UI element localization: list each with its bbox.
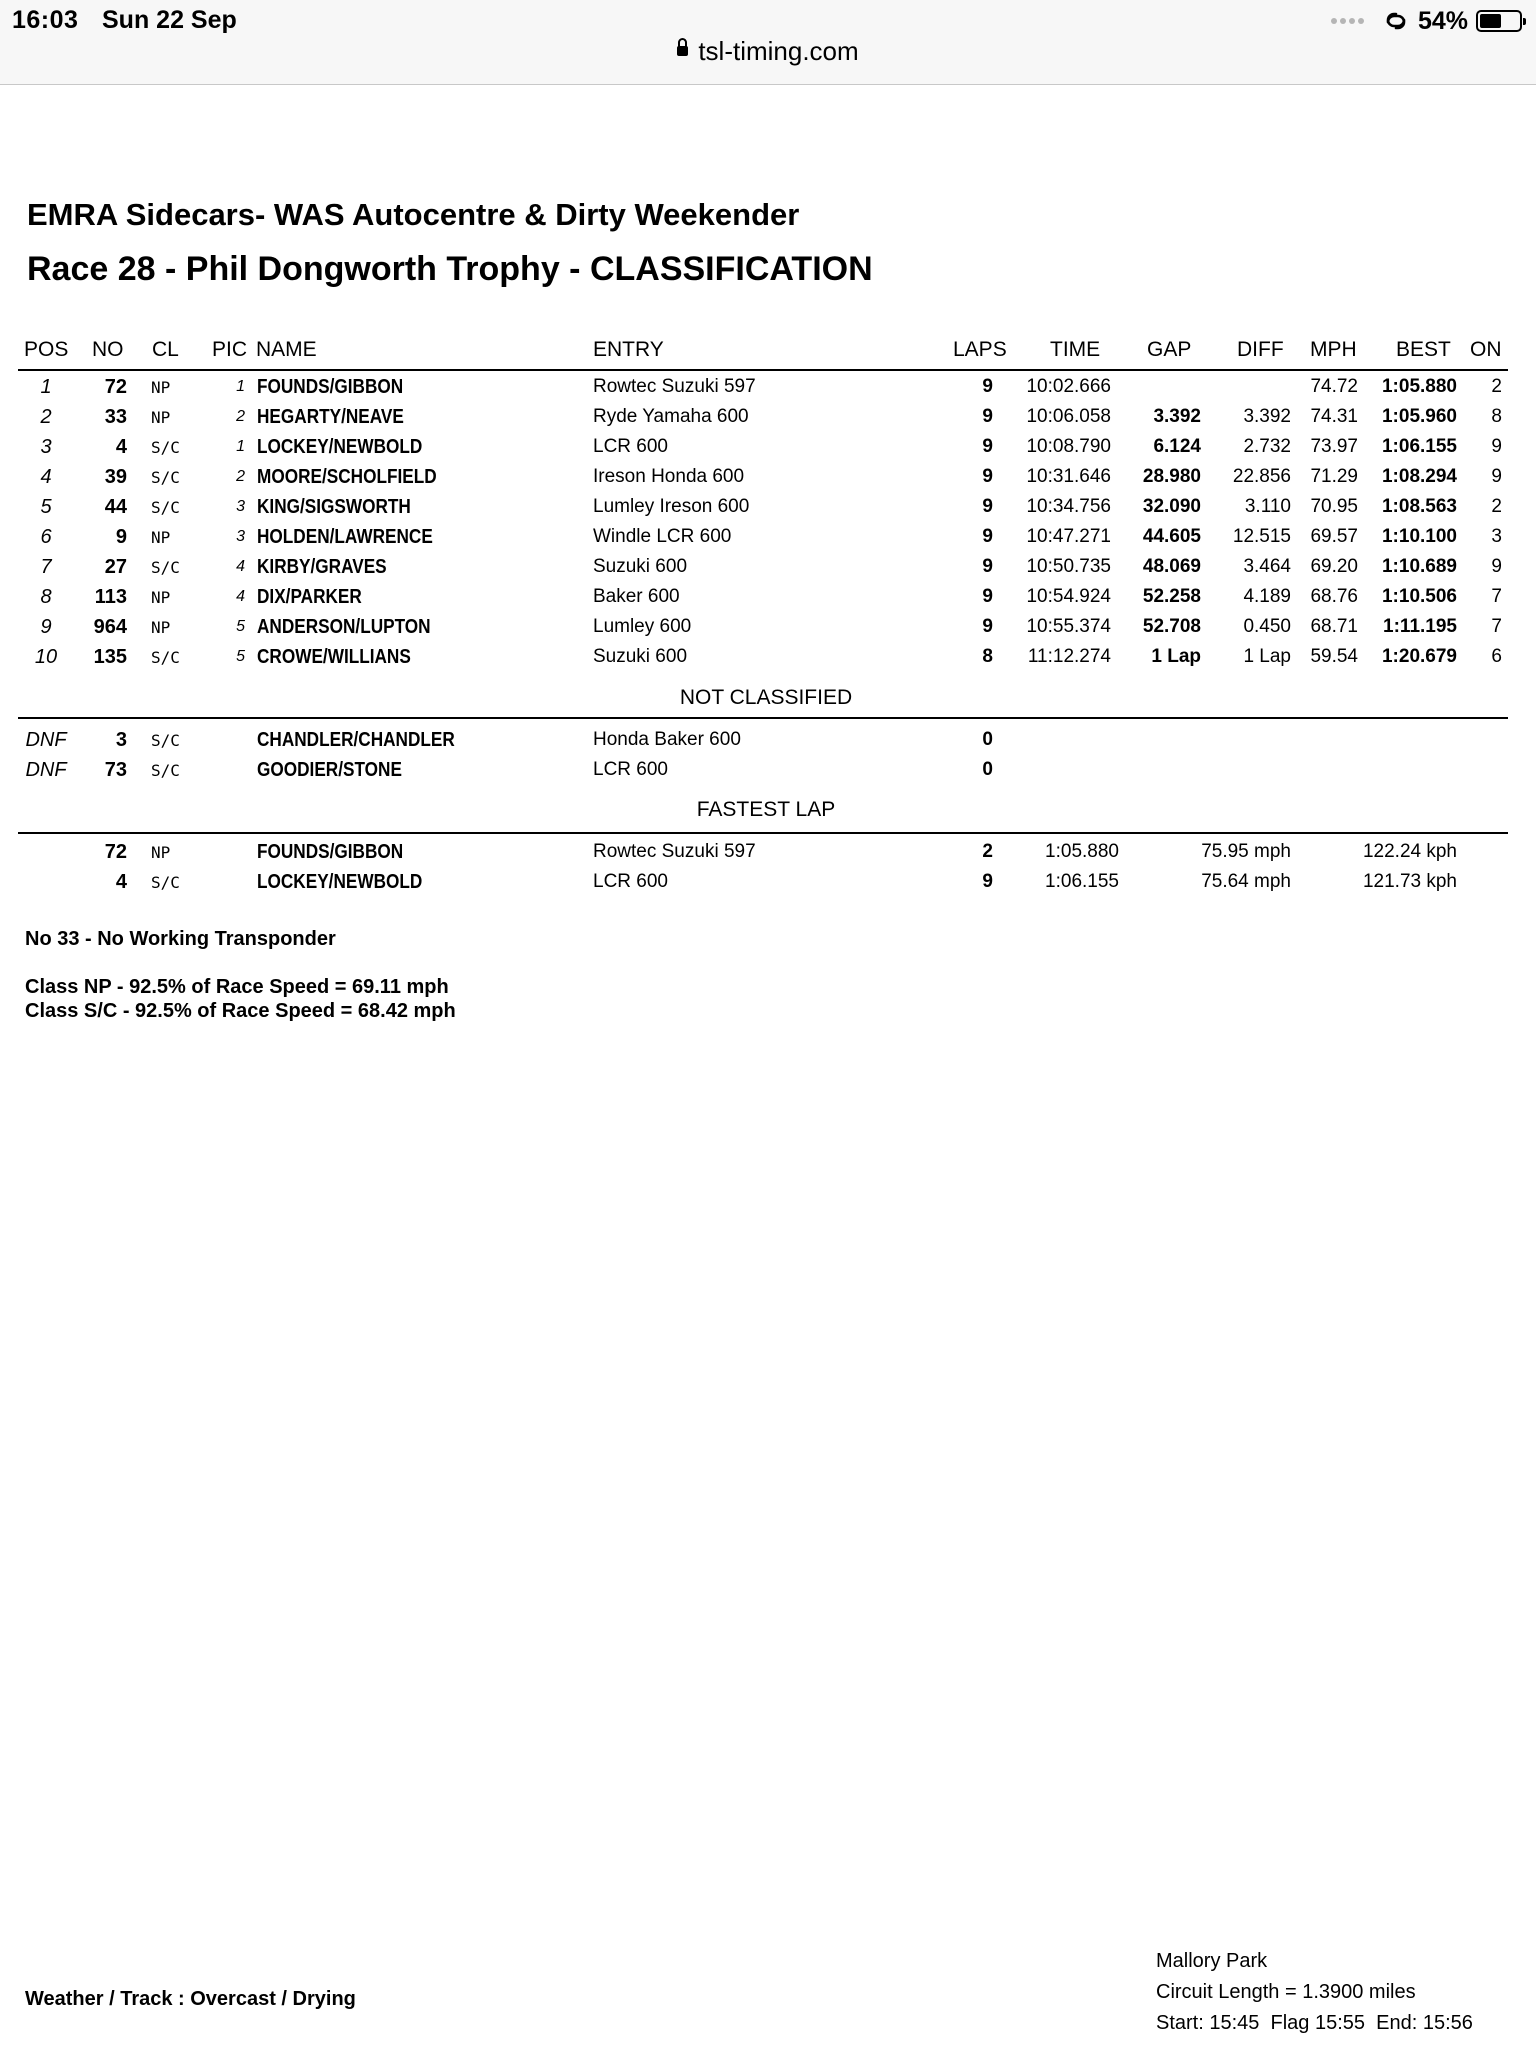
cell-diff: 12.515	[1232, 526, 1291, 547]
cell-laps: 9	[982, 616, 993, 637]
cell-entry: Lumley 600	[593, 616, 692, 637]
cell-gap: 1 Lap	[1151, 646, 1201, 667]
cell-pos: 2	[40, 406, 52, 428]
cell-laps: 9	[982, 466, 993, 487]
cell-name: DIX/PARKER	[257, 586, 362, 608]
cell-name: CHANDLER/CHANDLER	[257, 729, 455, 751]
cell-gap: 52.708	[1142, 616, 1201, 637]
col-header-no: NO	[92, 338, 124, 361]
cell-entry: Suzuki 600	[593, 646, 688, 667]
cell-no: 135	[93, 646, 127, 668]
cell-no: 39	[104, 466, 127, 488]
cell-kph: 122.24 kph	[1362, 841, 1457, 862]
cell-diff: 3.110	[1244, 496, 1291, 517]
address-bar[interactable]	[0, 36, 1536, 67]
col-header-pos: POS	[24, 338, 69, 361]
cell-time: 10:47.271	[1026, 526, 1111, 547]
cellular-signal-icon	[1331, 18, 1364, 24]
cell-name: LOCKEY/NEWBOLD	[257, 871, 423, 893]
cell-entry: Ryde Yamaha 600	[593, 406, 749, 427]
status-date: Sun 22 Sep	[102, 6, 237, 34]
col-header-laps: LAPS	[953, 338, 1007, 361]
cell-laps: 9	[982, 496, 993, 517]
fastest-lap-divider	[18, 832, 1508, 834]
cell-gap: 48.069	[1142, 556, 1201, 577]
cell-gap: 32.090	[1142, 496, 1201, 517]
cell-no: 27	[104, 556, 127, 578]
cell-on: 9	[1491, 556, 1502, 577]
cell-cl: S/C	[151, 498, 180, 517]
cell-name: ANDERSON/LUPTON	[257, 616, 431, 638]
cell-laps: 0	[982, 759, 993, 780]
cell-mph: 70.95	[1310, 496, 1358, 517]
cell-cl: S/C	[151, 468, 180, 487]
cell-name: KIRBY/GRAVES	[257, 556, 387, 578]
cell-entry: LCR 600	[593, 871, 668, 892]
battery-level	[1480, 14, 1501, 28]
cell-mph: 74.31	[1310, 406, 1358, 427]
cell-pic: 1	[236, 438, 245, 455]
transponder-note: No 33 - No Working Transponder	[25, 928, 336, 950]
lock-icon	[677, 46, 688, 56]
col-header-entry: ENTRY	[593, 338, 664, 361]
cell-entry: Rowtec Suzuki 597	[593, 841, 756, 862]
cell-laps: 9	[982, 556, 993, 577]
cell-name: LOCKEY/NEWBOLD	[257, 436, 423, 458]
cell-name: FOUNDS/GIBBON	[257, 841, 404, 863]
cell-time: 1:05.880	[1045, 841, 1119, 862]
cell-lap: 9	[982, 871, 993, 892]
cell-pos: 3	[40, 436, 52, 458]
cell-pos: 7	[40, 556, 52, 578]
cell-cl: NP	[151, 378, 171, 397]
cell-best: 1:05.960	[1381, 406, 1457, 427]
cell-diff: 22.856	[1232, 466, 1291, 487]
battery-percent: 54%	[1417, 6, 1468, 35]
cell-laps: 9	[982, 436, 993, 457]
cell-pic: 4	[236, 588, 245, 605]
cell-gap: 52.258	[1142, 586, 1201, 607]
cell-cl: S/C	[151, 761, 180, 780]
cell-entry: LCR 600	[593, 436, 668, 457]
cell-mph: 75.64 mph	[1201, 871, 1291, 892]
cell-pic: 2	[236, 468, 245, 485]
cell-mph: 68.71	[1310, 616, 1358, 637]
cell-time: 10:55.374	[1026, 616, 1111, 637]
cell-mph: 69.20	[1310, 556, 1358, 577]
cell-pos: DNF	[25, 729, 67, 751]
cell-laps: 8	[982, 646, 993, 667]
document-subtitle: Race 28 - Phil Dongworth Trophy - CLASSIFICATION	[27, 250, 873, 288]
cell-pic: 4	[236, 558, 245, 575]
cell-pos: 5	[40, 496, 52, 518]
cell-lap: 2	[982, 841, 993, 862]
col-header-gap: GAP	[1147, 338, 1192, 361]
circuit-length: Circuit Length = 1.3900 miles	[1156, 1981, 1416, 2003]
cell-mph: 73.97	[1310, 436, 1358, 457]
cell-on: 6	[1491, 646, 1502, 667]
cell-name: CROWE/WILLIANS	[257, 646, 411, 668]
cell-mph: 69.57	[1310, 526, 1358, 547]
cell-mph: 71.29	[1310, 466, 1358, 487]
cell-mph: 59.54	[1310, 646, 1358, 667]
col-header-time: TIME	[1050, 338, 1101, 361]
cell-laps: 0	[982, 729, 993, 750]
cell-cl: S/C	[151, 558, 180, 577]
cell-no: 72	[104, 841, 127, 863]
cell-mph: 74.72	[1310, 376, 1358, 397]
cell-no: 964	[93, 616, 127, 638]
col-header-diff: DIFF	[1237, 338, 1284, 361]
status-time: 16:03	[12, 6, 79, 34]
cell-on: 9	[1491, 466, 1502, 487]
cell-no: 73	[104, 759, 127, 781]
cell-on: 3	[1491, 526, 1502, 547]
link-icon	[1382, 10, 1410, 32]
cell-pos: 4	[40, 466, 52, 488]
cell-cl: S/C	[151, 648, 180, 667]
cell-best: 1:08.563	[1381, 496, 1457, 517]
cell-no: 4	[115, 871, 127, 893]
cell-pos: 9	[40, 616, 52, 638]
cell-best: 1:20.679	[1381, 646, 1457, 667]
document-title: EMRA Sidecars- WAS Autocentre & Dirty Weekender	[27, 197, 800, 232]
cell-best: 1:11.195	[1383, 616, 1457, 637]
cell-laps: 9	[982, 376, 993, 397]
cell-gap: 6.124	[1153, 436, 1201, 457]
cell-name: KING/SIGSWORTH	[257, 496, 411, 518]
cell-best: 1:10.506	[1381, 586, 1457, 607]
cell-cl: S/C	[151, 731, 180, 750]
cell-pic: 3	[236, 528, 245, 545]
cell-cl: NP	[151, 528, 171, 547]
class-np-note: Class NP - 92.5% of Race Speed = 69.11 mph	[25, 976, 449, 998]
cell-time: 10:08.790	[1026, 436, 1111, 457]
cell-no: 113	[94, 586, 127, 608]
cell-time: 10:54.924	[1026, 586, 1111, 607]
venue: Mallory Park	[1156, 1950, 1268, 1972]
cell-time: 10:02.666	[1026, 376, 1111, 397]
cell-no: 72	[104, 376, 127, 398]
cell-time: 10:50.735	[1026, 556, 1111, 577]
cell-entry: Honda Baker 600	[593, 729, 741, 750]
cell-best: 1:10.689	[1381, 556, 1457, 577]
cell-kph: 121.73 kph	[1362, 871, 1457, 892]
cell-time: 1:06.155	[1045, 871, 1119, 892]
cell-diff: 4.189	[1243, 586, 1291, 607]
cell-best: 1:06.155	[1381, 436, 1457, 457]
cell-entry: Windle LCR 600	[593, 526, 732, 547]
cell-pic: 1	[236, 378, 245, 395]
cell-cl: NP	[151, 843, 171, 862]
cell-laps: 9	[982, 406, 993, 427]
battery-icon	[1476, 10, 1522, 32]
cell-mph: 75.95 mph	[1201, 841, 1291, 862]
cell-pos: 8	[40, 586, 52, 608]
not-classified-heading: NOT CLASSIFIED	[679, 686, 853, 709]
col-header-best: BEST	[1396, 338, 1451, 361]
cell-time: 10:34.756	[1026, 496, 1111, 517]
cell-gap: 3.392	[1153, 406, 1201, 427]
cell-cl: NP	[151, 408, 171, 427]
col-header-on: ON	[1470, 338, 1502, 361]
col-header-pic: PIC	[212, 338, 248, 361]
cell-pic: 2	[236, 408, 245, 425]
cell-entry: Lumley Ireson 600	[593, 496, 750, 517]
cell-on: 2	[1491, 376, 1502, 397]
cell-best: 1:10.100	[1381, 526, 1457, 547]
weather-track: Weather / Track : Overcast / Drying	[25, 1988, 356, 2010]
class-sc-note: Class S/C - 92.5% of Race Speed = 68.42 mph	[25, 1000, 456, 1022]
cell-pic: 3	[236, 498, 245, 515]
cell-entry: LCR 600	[593, 759, 668, 780]
cell-pic: 5	[236, 648, 245, 665]
cell-diff: 1 Lap	[1243, 646, 1291, 667]
browser-chrome	[0, 0, 1536, 85]
session-times: Start: 15:45 Flag 15:55 End: 15:56	[1156, 2012, 1473, 2034]
cell-laps: 9	[982, 526, 993, 547]
url-text: tsl-timing.com	[698, 36, 859, 66]
cell-no: 44	[104, 496, 127, 518]
cell-time: 10:06.058	[1026, 406, 1111, 427]
cell-name: HOLDEN/LAWRENCE	[257, 526, 433, 548]
cell-entry: Baker 600	[593, 586, 680, 607]
cell-pic: 5	[236, 618, 245, 635]
cell-best: 1:05.880	[1381, 376, 1457, 397]
col-header-mph: MPH	[1310, 338, 1357, 361]
cell-entry: Ireson Honda 600	[593, 466, 745, 487]
cell-name: MOORE/SCHOLFIELD	[257, 466, 437, 488]
not-classified-divider	[18, 717, 1508, 719]
cell-cl: NP	[151, 618, 171, 637]
cell-diff: 0.450	[1243, 616, 1291, 637]
cell-no: 33	[104, 406, 127, 428]
cell-on: 8	[1491, 406, 1502, 427]
cell-on: 9	[1491, 436, 1502, 457]
cell-cl: S/C	[151, 873, 180, 892]
cell-on: 7	[1491, 586, 1502, 607]
cell-time: 11:12.274	[1027, 646, 1111, 667]
cell-name: HEGARTY/NEAVE	[257, 406, 404, 428]
cell-diff: 2.732	[1243, 436, 1291, 457]
cell-on: 2	[1491, 496, 1502, 517]
cell-on: 7	[1491, 616, 1502, 637]
cell-diff: 3.392	[1243, 406, 1291, 427]
fastest-lap-heading: FASTEST LAP	[696, 798, 836, 821]
header-divider	[18, 369, 1508, 371]
cell-gap: 28.980	[1142, 466, 1201, 487]
status-indicators	[1331, 6, 1522, 36]
cell-no: 4	[115, 436, 127, 458]
cell-cl: S/C	[151, 438, 180, 457]
cell-pos: 10	[34, 646, 58, 668]
cell-entry: Suzuki 600	[593, 556, 688, 577]
cell-no: 9	[115, 526, 127, 548]
cell-cl: NP	[151, 588, 171, 607]
cell-no: 3	[115, 729, 127, 751]
col-header-cl: CL	[152, 338, 179, 361]
cell-name: FOUNDS/GIBBON	[257, 376, 404, 398]
col-header-name: NAME	[256, 338, 317, 361]
cell-mph: 68.76	[1310, 586, 1358, 607]
cell-pos: 6	[40, 526, 52, 548]
cell-diff: 3.464	[1243, 556, 1291, 577]
cell-best: 1:08.294	[1381, 466, 1457, 487]
cell-gap: 44.605	[1142, 526, 1201, 547]
cell-pos: 1	[40, 376, 52, 398]
cell-time: 10:31.646	[1026, 466, 1111, 487]
cell-name: GOODIER/STONE	[257, 759, 402, 781]
cell-pos: DNF	[25, 759, 67, 781]
cell-entry: Rowtec Suzuki 597	[593, 376, 756, 397]
cell-laps: 9	[982, 586, 993, 607]
